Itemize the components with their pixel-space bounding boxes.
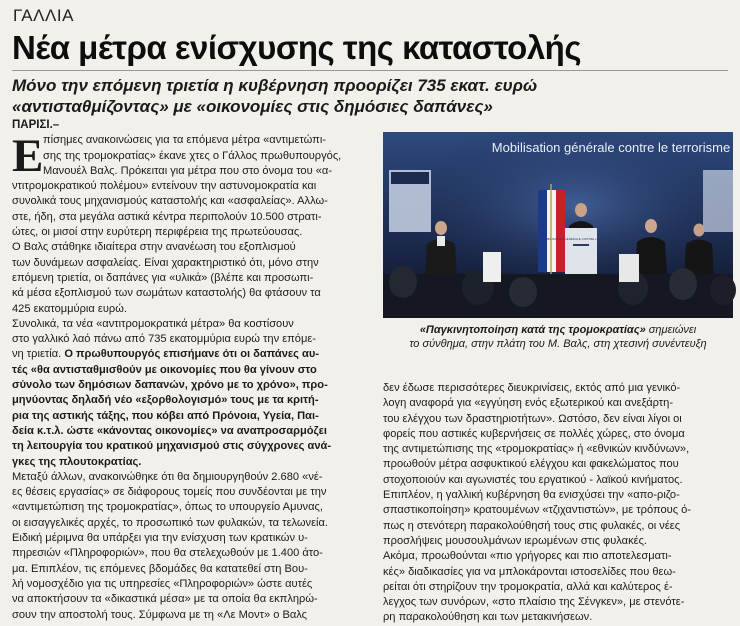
article-line: Ο Βαλς στάθηκε ιδιαίτερα στην ανανέωση του εξοπλισμού: [12, 241, 296, 254]
article-line: προσλήψεις μουσουλμάνων ιερωμένων στις φυλακές.: [383, 534, 648, 547]
article-line: κές» διαδικασίες για να μπλοκάρονται ιστοσελίδες που θεω-: [383, 565, 676, 578]
drop-cap: Ε: [12, 130, 44, 182]
article-line: επόμενη τριετία, οι δαπάνες για «υλικά» (βλέπε και προσωπι-: [12, 271, 314, 284]
article-line: προωθούν μέτρα ασφυκτικού ελέγχου και φακελώματος που: [383, 458, 679, 471]
article-line: Ειδική μέριμνα θα υπάρξει για την ενίσχυση των κρατικών υ-: [12, 532, 308, 545]
article-line: πως η στενότερη παρακολούθησή τους στις φυλακές, οι νέες: [383, 519, 681, 532]
section-label: ΓΑΛΛΙΑ: [13, 6, 74, 25]
article-line: πίσημες ανακοινώσεις για τα επόμενα μέτρα «αντιμετώπι-: [43, 134, 326, 147]
article-line: λεγχος των συνόρων, «στο πλαίσιο της Σένγκεν», με στενότε-: [383, 596, 685, 609]
article-line: στε, ήδη, στα μεγάλα αστικά κέντρα περιπολούν 10.500 στρατι-: [12, 210, 322, 223]
article-line: κά μέσα εξοπλισμού των σωμάτων καταστολής) θα φτάσουν τα: [12, 287, 321, 300]
article-line: «αντιμετώπιση της τρομοκρατίας», όπως το υπουργείο Αμυνας,: [12, 501, 323, 514]
caption-line: το σύνθημα, στην πλάτη του Μ. Βαλς, στη χτεσινή συνέντευξη: [409, 338, 707, 350]
article-line: τές «θα αντισταθμισθούν με οικονομίες που θα γίνουν στο: [12, 363, 317, 376]
article-line: λή νομοσχέδιο για τις υπηρεσίες «Πληροφοριών» ώστε αυτές: [12, 577, 313, 590]
article-line: Μεταξύ άλλων, ανακοινώθηκε ότι θα δημιουργηθούν 2.680 «νέ-: [12, 470, 323, 483]
article-line: λογη αναφορά για «εγγύηση ενός εξωτερικού και ανεξάρτη-: [383, 397, 674, 410]
banner-text: Mobilisation générale contre le terrorisme: [491, 140, 731, 155]
article-line: να αποκτήσουν τα «δικαστικά μέσα» με τα οποία θα εκπληρώ-: [12, 593, 318, 606]
subhead-line: Μόνο την επόμενη τριετία η κυβέρνηση προορίζει 735 εκατ. ευρώ: [12, 76, 538, 95]
article-headline: Νέα μέτρα ενίσχυσης της καταστολής: [12, 29, 581, 66]
article-line: ρείται ότι στηρίζουν την τρομοκρατία, αλλά και καλύτερος έ-: [383, 580, 673, 593]
article-line: Συνολικά, τα νέα «αντιτρομοκρατικά μέτρα» θα κοστίσουν: [12, 317, 294, 330]
caption-quote: «Παγκινητοποίηση κατά της τρομοκρατίας»: [419, 324, 646, 336]
article-line: τη λειτουργία του κρατικού μηχανισμού στις σύγχρονες ανά-: [12, 440, 332, 453]
caption-text: σημειώνει: [645, 324, 697, 336]
article-photo: [383, 132, 733, 318]
dateline: ΠΑΡΙΣΙ.–: [12, 119, 60, 131]
article-line: Μανουέλ Βαλς. Πρόκειται για μέτρα που στο όνομα του «α-: [43, 164, 333, 177]
article-line: των δυνάμεων ασφαλείας. Είναι χαρακτηριστικό ότι, μόνο στην: [12, 256, 319, 269]
article-column-right: [383, 381, 733, 626]
article-line: πηρεσιών «Πληροφοριών», που θα στελεχωθούν με 1.400 άτο-: [12, 547, 323, 560]
article-line: του ελέγχου των δραστηριοτήτων». Ωστόσο, δεν είναι λίγοι οι: [383, 412, 682, 425]
article-line: στο γαλλικό λαό πάνω από 735 εκατομμύρια ευρώ την επόμε-: [12, 333, 316, 346]
article-line: 425 εκατομμύρια ευρώ.: [12, 302, 127, 315]
article-line: σπαστικοποίηση» κρατουμένων «τζιχαντιστών», με τρόπους ό-: [383, 504, 692, 517]
article-line: [12, 347, 373, 362]
article-line: ώτες, οι μισοί στην ευρύτερη περιφέρεια της πρωτεύουσας.: [12, 226, 303, 239]
article-line: μα. Επιπλέον, τις επόμενες βδομάδες θα κατατεθεί στη Βου-: [12, 562, 308, 575]
subhead-line: «αντισταθμίζοντας» με «οικονομίες στις δημόσιες δαπάνες»: [12, 97, 493, 116]
article-line: σύνολο των δημόσιων δαπανών, χρόνο με το χρόνο», προ-: [12, 379, 328, 392]
headline-rule: [12, 70, 728, 71]
article-line: Ακόμα, προωθούνται «πιο γρήγορες και πιο αποτελεσματι-: [383, 550, 672, 563]
article-line-normal: νη τριετία.: [12, 348, 65, 361]
article-line-bold: Ο πρωθυπουργός επισήμανε ότι οι δαπάνες αυ-: [64, 348, 319, 361]
article-line: σης της τρομοκρατίας» έκανε χτες ο Γάλλος πρωθυπουργός,: [43, 149, 342, 162]
article-line: δεν έδωσε περισσότερες διευκρινίσεις, εκτός από μια γενικό-: [383, 382, 681, 394]
article-line: ντιτρομοκρατικού πολέμου» εντείνουν την αστυνομοκρατία και: [12, 180, 317, 193]
article-line: ρη παρακολούθηση και των μετακινήσεων.: [383, 611, 593, 624]
article-subhead: [12, 75, 732, 117]
article-line: Επιπλέον, η γαλλική κυβέρνηση θα ενισχύσει την «απο-ριζο-: [383, 489, 680, 502]
article-line: μηνύοντας δηλαδή νέο «εξορθολογισμό» τους με τα κριτή-: [12, 394, 319, 407]
photo-caption: [383, 323, 733, 351]
article-line: ρια της αστικής τάξης, που κόβει από Πρόνοια, Υγεία, Παι-: [12, 409, 319, 422]
article-line: ες θέσεις εργασίας» σε διάφορους τομείς που συνδέονται με την: [12, 486, 327, 499]
article-line: της αντιμετώπισης της «τρομοκρατίας» ή «εθνικών κινδύνων»,: [383, 443, 690, 456]
article-line: σουν την αποστολή τους. Σύμφωνα με τη «Λε Μοντ» ο Βαλς: [12, 608, 307, 621]
podium-sign: MOBILISATION GÉNÉRALE CONTRE LE TERRORISME: [542, 237, 620, 241]
article-line: συνολικά τους μηχανισμούς καταστολής και «ασφαλείας». Αλλω-: [12, 195, 328, 208]
article-line: δεία κ.τ.λ. ώστε «κάνοντας οικονομίες» να αναπροσαρμόζει: [12, 424, 327, 437]
press-conference-photo: [383, 132, 733, 318]
article-line: στοχοποιούν και αγωνιστές του εργατικού - λαϊκού κινήματος.: [383, 473, 683, 486]
article-line: οι εισαγγελικές αρχές, το προσωπικό των φυλακών, τα τελωνεία.: [12, 516, 329, 529]
article-line: φορείς που αστικές κυβερνήσεις σε πολλές χώρες, στο όνομα: [383, 427, 685, 440]
article-column-left: [12, 118, 373, 623]
article-line: γκες της πλουτοκρατίας.: [12, 455, 142, 468]
